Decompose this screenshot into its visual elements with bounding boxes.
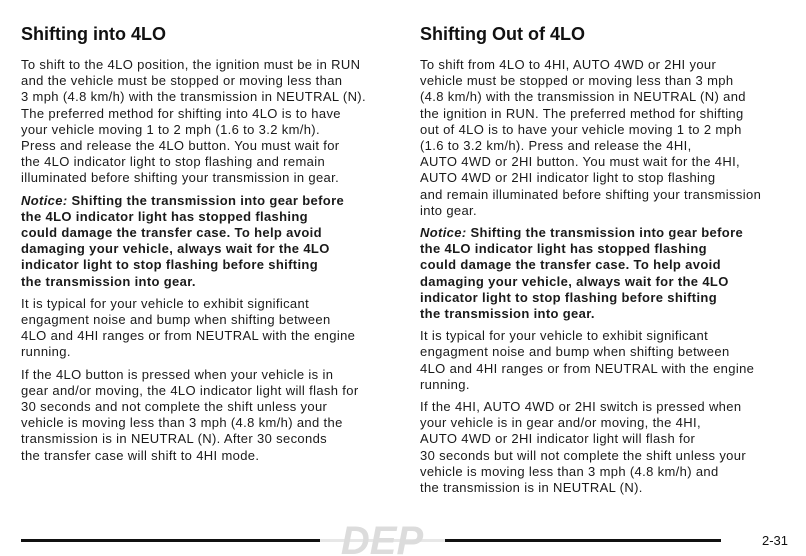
right-notice-text: Shifting the transmission into gear before the 4LO indicator light has stopped flashing could damage the transfer case. To help avoid damaging your vehicle, always wait for the 4LO indicator light to stop flashing before shifting the transmission into gear.	[420, 225, 744, 322]
watermark-text: DEP	[340, 519, 424, 556]
left-heading: Shifting into 4LO	[21, 24, 166, 44]
watermark-logo	[320, 518, 445, 556]
right-column	[420, 24, 795, 502]
left-engagement-paragraph: It is typical for your vehicle to exhibit significant engagment noise and bump when shifting between 4LO and 4HI ranges or from NEUTRAL with the engine running.	[21, 295, 356, 360]
page-number: 2-31	[762, 533, 789, 548]
right-notice-paragraph	[420, 225, 795, 322]
left-notice-text: Shifting the transmission into gear before the 4LO indicator light has stopped flashing could damage the transfer case. To help avoid damaging your vehicle, always wait for the 4LO indicator light to stop flashing before shifting the transmission into gear.	[21, 192, 345, 289]
left-intro-paragraph: To shift to the 4LO position, the ignition must be in RUN and the vehicle must be stopped or moving less than 3 mph (4.8 km/h) with the transmission in NEUTRAL (N). The preferred method for shifting into 4LO is to have your vehicle moving 1 to 2 mph (1.6 to 3.2 km/h). Press and release the 4LO button. You must wait for the 4LO indicator light to stop flashing and remain illuminated before shifting your transmission in gear.	[21, 57, 366, 186]
right-heading: Shifting Out of 4LO	[420, 24, 585, 44]
left-column	[21, 24, 396, 470]
left-notice-label: Notice:	[21, 192, 68, 208]
left-notice-paragraph	[21, 193, 396, 290]
right-engagement-paragraph: It is typical for your vehicle to exhibit significant engagment noise and bump when shifting between 4LO and 4HI ranges or from NEUTRAL with the engine running.	[420, 328, 755, 392]
left-button-paragraph: If the 4LO button is pressed when your vehicle is in gear and/or moving, the 4LO indicator light will flash for 30 seconds and not complete the shift unless your vehicle is moving less than 3 mph (4.8 km/h) and the transmission is in NEUTRAL (N). After 30 seconds the transfer case will shift to 4HI mode.	[21, 366, 359, 463]
right-switch-paragraph: If the 4HI, AUTO 4WD or 2HI switch is pressed when your vehicle is in gear and/or moving, the 4HI, AUTO 4WD or 2HI indicator light will flash for 30 seconds but will not complete the shift unless your vehicle is moving less than 3 mph (4.8 km/h) and the transmission is in NEUTRAL (N).	[420, 399, 747, 496]
right-notice-label: Notice:	[420, 225, 467, 241]
right-intro-paragraph: To shift from 4LO to 4HI, AUTO 4WD or 2HI your vehicle must be stopped or moving less than 3 mph (4.8 km/h) with the transmission in NEUTRAL (N) and the ignition in RUN. The preferred method for shifting out of 4LO is to have your vehicle moving 1 to 2 mph (1.6 to 3.2 km/h). Press and release the 4HI, AUTO 4WD or 2HI button. You must wait for the 4HI, AUTO 4WD or 2HI indicator light to stop flashing and remain illuminated before shifting your transmission into gear.	[420, 57, 762, 218]
